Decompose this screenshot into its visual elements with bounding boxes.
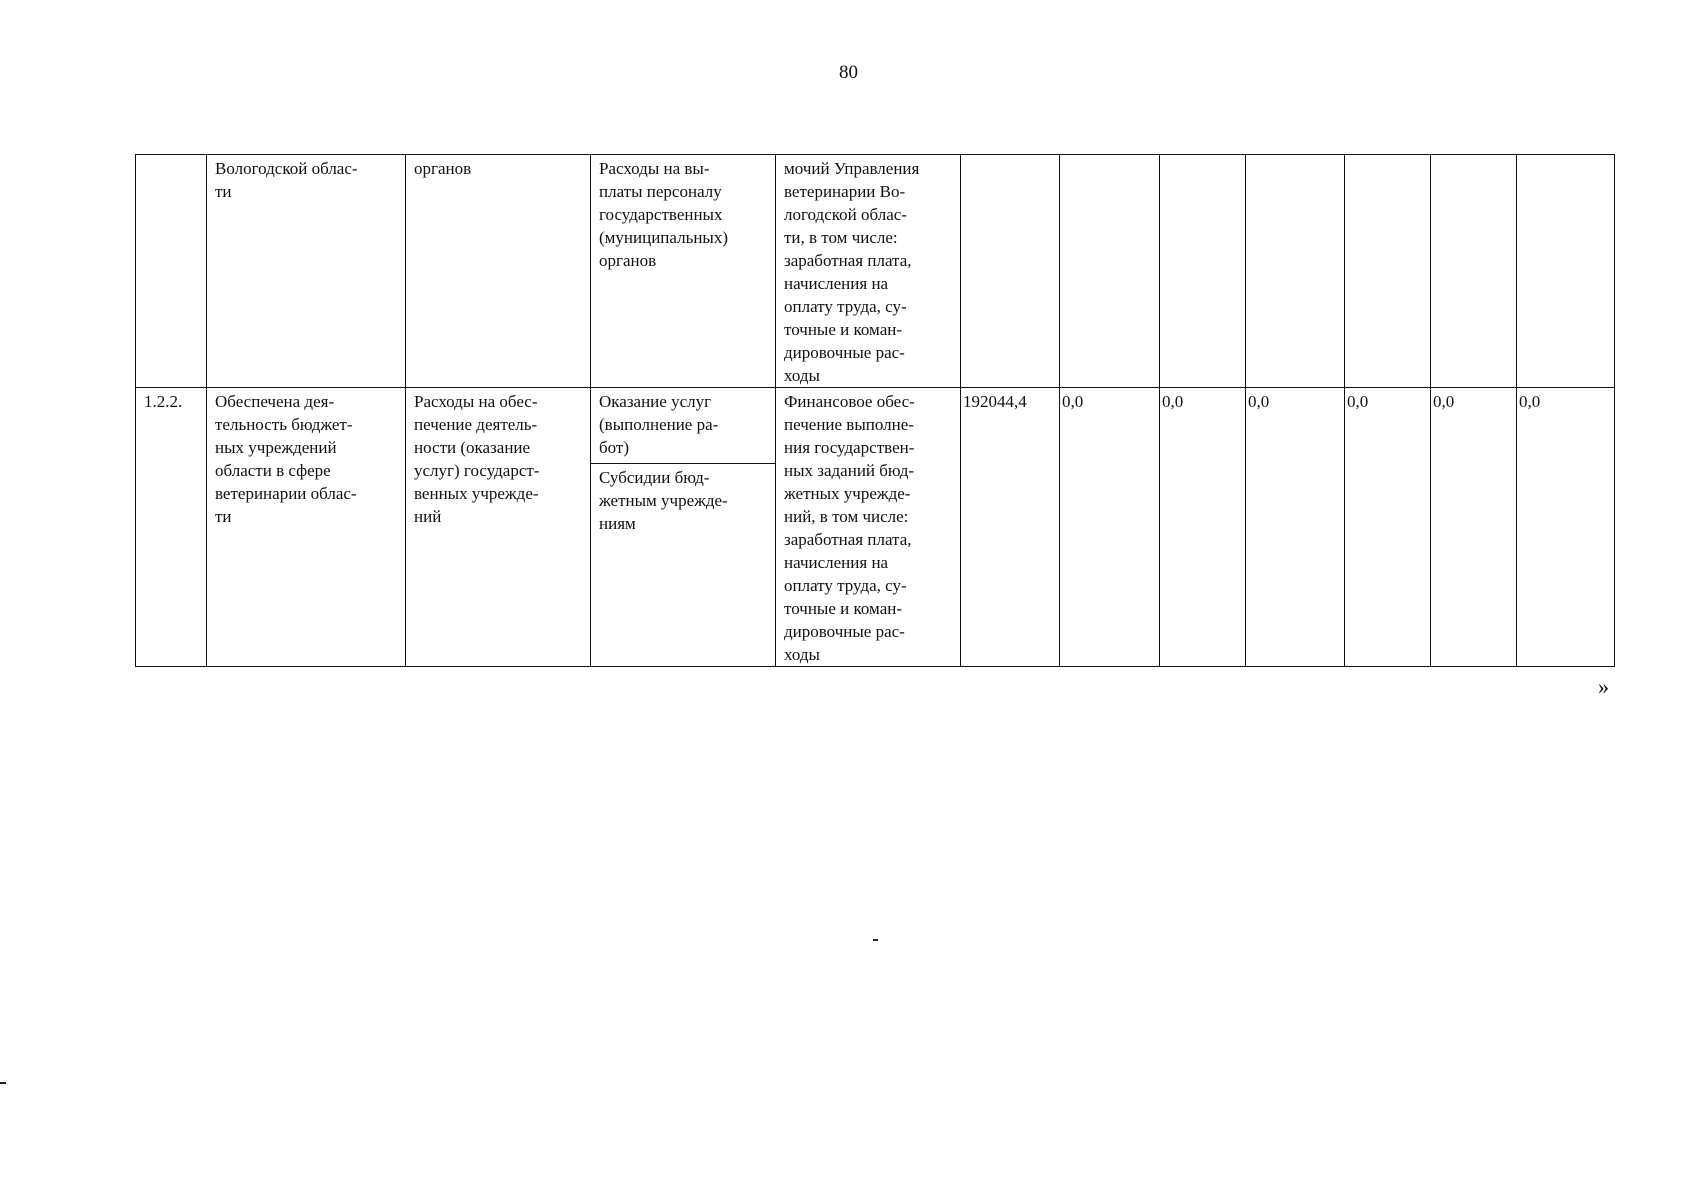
expense-group-top: Оказание услуг (выполнение ра- бот) [591, 388, 775, 464]
table-row [136, 388, 1615, 667]
closing-quote: » [1598, 674, 1609, 699]
value-cell [1246, 155, 1345, 388]
objective-cell: Вологодской облас- ти [207, 155, 406, 388]
page-number: 80 [839, 62, 858, 83]
value-cell: 192044,4 [961, 388, 1060, 667]
scan-speck [0, 1082, 6, 1084]
value-cell [1431, 155, 1517, 388]
value-cell [1160, 155, 1246, 388]
expense-group-cell [591, 388, 776, 667]
value-cell: 0,0 [1246, 388, 1345, 667]
expense-group-cell: Расходы на вы- платы персоналу государственных (муниципальных) органов [591, 155, 776, 388]
value-cell: 0,0 [1431, 388, 1517, 667]
expense-type-cell: Расходы на обес- печение деятель- ности (оказание услуг) государст- венных учрежде- ний [406, 388, 591, 667]
table-row [136, 155, 1615, 388]
description-cell: мочий Управления ветеринарии Во- логодской облас- ти, в том числе: заработная плата, начисления на оплату труда, су- точные и коман- дировочные рас- ходы [776, 155, 961, 388]
scan-speck [873, 939, 878, 941]
value-cell [961, 155, 1060, 388]
row-number-cell: 1.2.2. [136, 388, 207, 667]
expense-group-bottom: Субсидии бюд- жетным учрежде- ниям [599, 468, 728, 533]
objective-cell: Обеспечена дея- тельность бюджет- ных учреждений области в сфере ветеринарии облас- ти [207, 388, 406, 667]
description-cell: Финансовое обес- печение выполне- ния государствен- ных заданий бюд- жетных учрежде- ний, в том числе: заработная плата, начисления на оплату труда, су- точные и коман- дировочные рас- ходы [776, 388, 961, 667]
value-cell: 0,0 [1160, 388, 1246, 667]
value-cell [1517, 155, 1615, 388]
value-cell: 0,0 [1517, 388, 1615, 667]
row-number-cell [136, 155, 207, 388]
budget-table [135, 154, 1615, 667]
value-cell: 0,0 [1345, 388, 1431, 667]
value-cell [1060, 155, 1160, 388]
expense-type-cell: органов [406, 155, 591, 388]
value-cell [1345, 155, 1431, 388]
value-cell: 0,0 [1060, 388, 1160, 667]
